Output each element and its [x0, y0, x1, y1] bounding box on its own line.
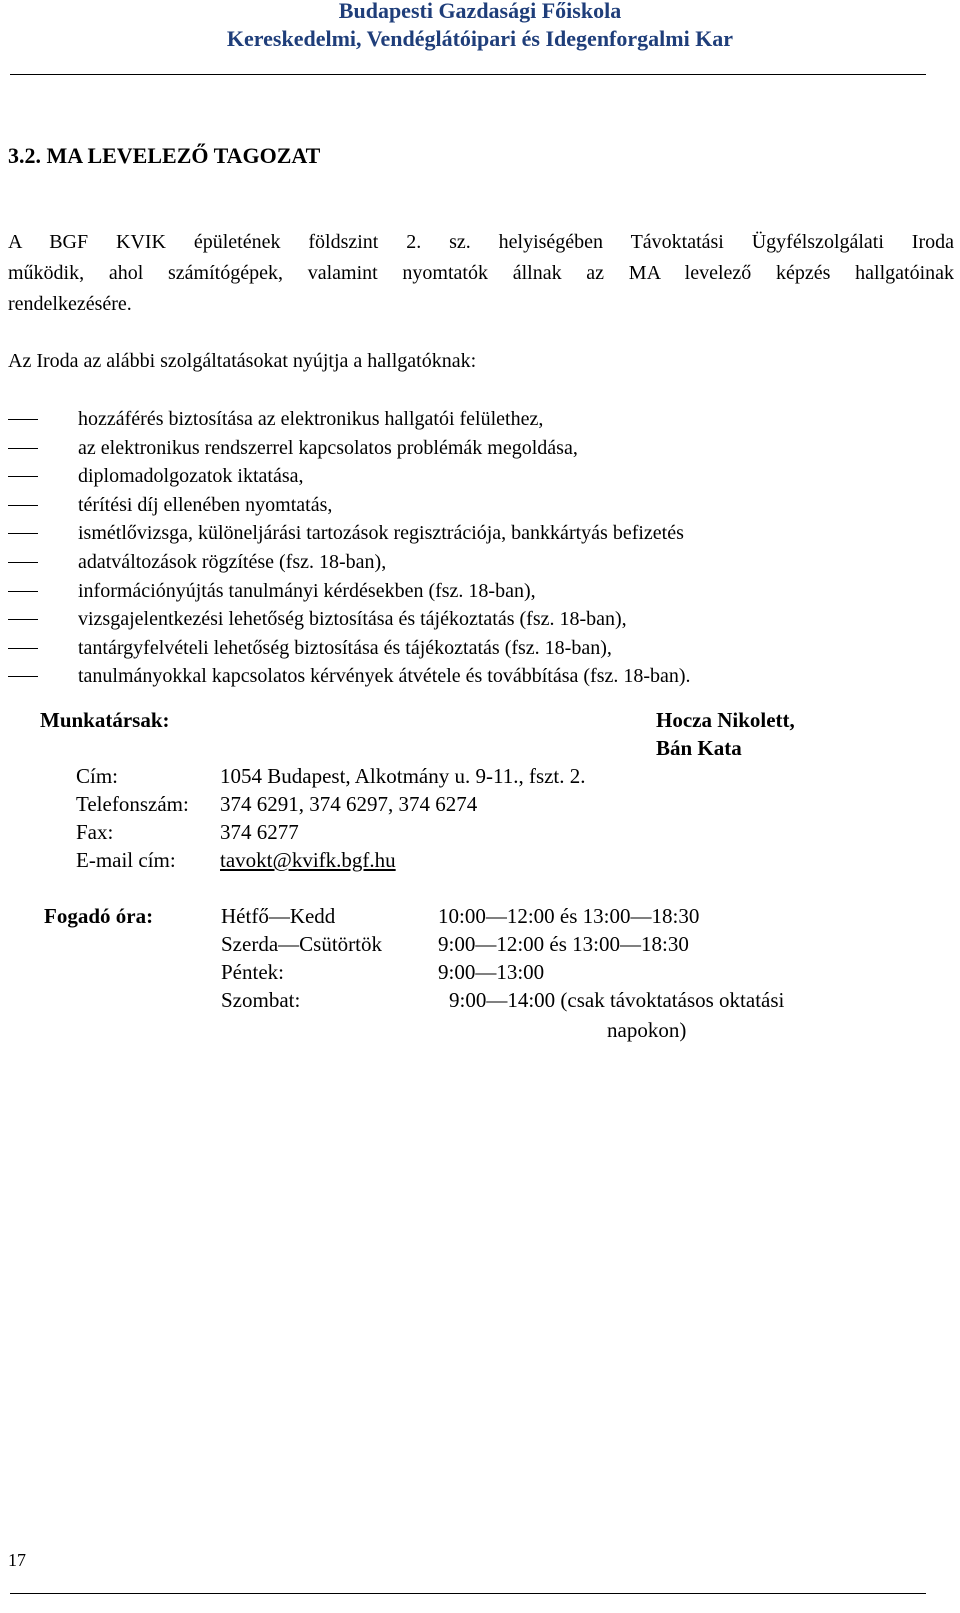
hours-day-1: Hétfő—Kedd	[221, 904, 336, 928]
page-number: 17	[8, 1550, 26, 1570]
office-hours-label: Fogadó óra:	[44, 904, 154, 928]
dash-icon	[8, 619, 38, 620]
phone-label: Telefonszám:	[76, 792, 189, 816]
header-institution: Budapesti Gazdasági Főiskola	[338, 0, 622, 23]
paragraph-line-2: működik, ahol számítógépek, valamint nyomtatók állnak az MA levelező képzés hallgatóinak	[8, 262, 954, 284]
hours-time-2: 9:00—12:00 és 13:00—18:30	[438, 932, 689, 956]
hours-day-2: Szerda—Csütörtök	[221, 932, 382, 956]
header-rule	[10, 74, 926, 75]
dash-icon	[8, 648, 38, 649]
footer-rule	[10, 1593, 926, 1594]
email-label: E-mail cím:	[76, 848, 176, 872]
hours-time-3: 9:00—13:00	[438, 960, 545, 984]
services-intro: Az Iroda az alábbi szolgáltatásokat nyújtja a hallgatóknak:	[8, 350, 477, 372]
dash-icon	[8, 476, 38, 477]
intro-paragraph	[8, 227, 954, 320]
dash-icon	[8, 448, 38, 449]
address-value: 1054 Budapest, Alkotmány u. 9-11., fszt. 2.	[220, 764, 586, 788]
header-faculty: Kereskedelmi, Vendéglátóipari és Idegenforgalmi Kar	[226, 26, 734, 51]
email-link[interactable]: tavokt@kvifk.bgf.hu	[220, 848, 396, 872]
fax-label: Fax:	[76, 820, 114, 844]
hours-time-4: 9:00—14:00 (csak távoktatásos oktatási	[449, 988, 785, 1012]
staff-label: Munkatársak:	[40, 708, 170, 732]
hours-time-1: 10:00—12:00 és 13:00—18:30	[438, 904, 700, 928]
address-label: Cím:	[76, 764, 119, 788]
dash-icon	[8, 533, 38, 534]
dash-icon	[8, 591, 38, 592]
dash-icon	[8, 419, 38, 420]
staff-name-2: Bán Kata	[656, 736, 742, 760]
paragraph-line-1: A BGF KVIK épületének földszint 2. sz. helyiségében Távoktatási Ügyfélszolgálati Iroda	[8, 231, 954, 253]
fax-value: 374 6277	[220, 820, 299, 844]
section-title: 3.2. MA LEVELEZŐ TAGOZAT	[8, 143, 321, 168]
dash-icon	[8, 562, 38, 563]
paragraph-line-3: rendelkezésére.	[8, 293, 132, 315]
phone-value: 374 6291, 374 6297, 374 6274	[220, 792, 478, 816]
staff-name-1: Hocza Nikolett,	[656, 708, 795, 732]
hours-day-3: Péntek:	[221, 960, 284, 984]
hours-time-4-cont: napokon)	[607, 1018, 687, 1042]
dash-icon	[8, 505, 38, 506]
hours-day-4: Szombat:	[221, 988, 301, 1012]
dash-icon	[8, 676, 38, 677]
